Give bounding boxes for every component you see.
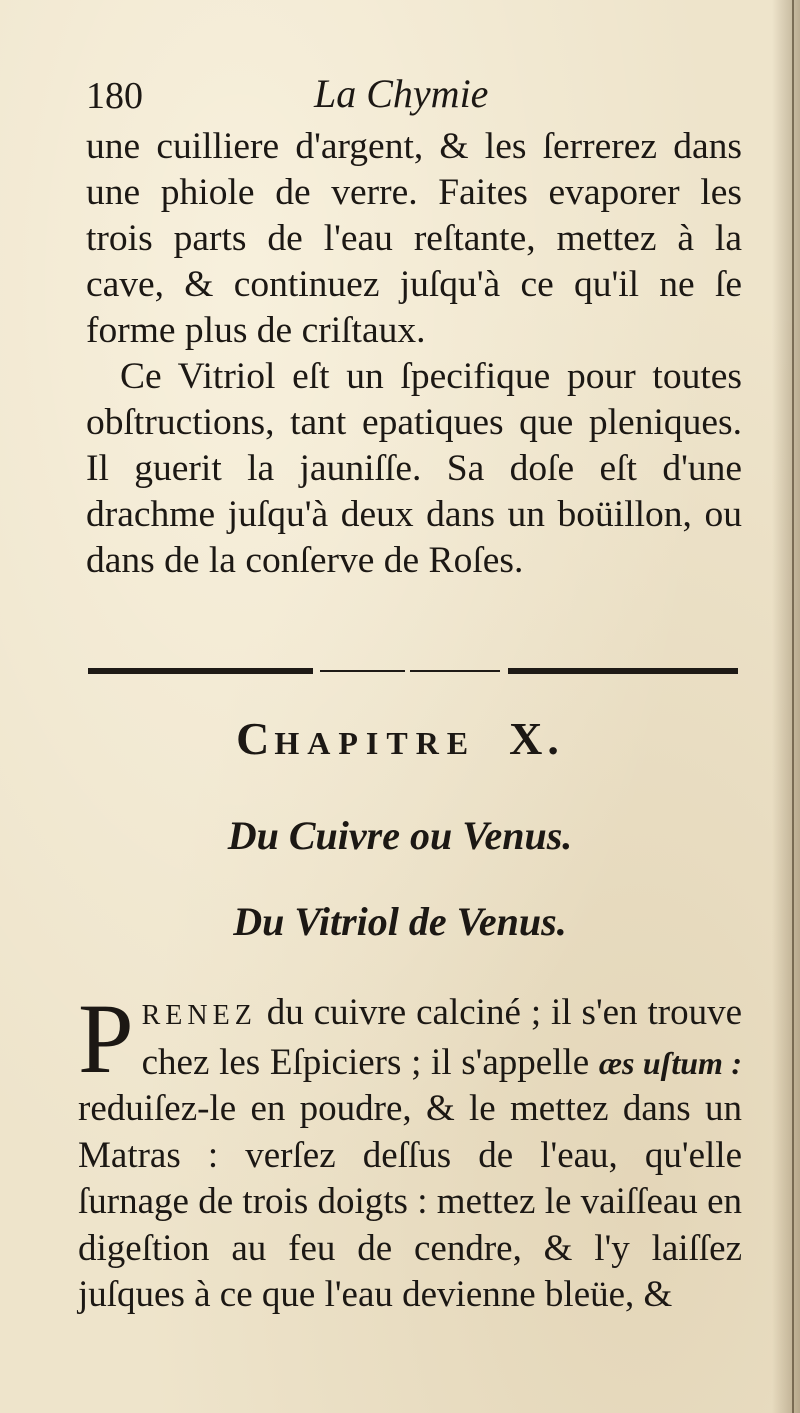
chapter-heading (0, 712, 800, 765)
first-word: RENEZ (141, 1000, 257, 1031)
chapter-initial: C (236, 713, 275, 764)
rule-segment (410, 670, 500, 672)
running-title: La Chymie (314, 71, 489, 116)
chapter-number: X. (509, 713, 564, 764)
drop-cap: P (78, 983, 134, 1094)
body-text-2: reduiſez-le en poudre, & le mettez dans un Matras : verſez deſſus de l'eau, qu'elle ſurnage de trois doigts : mettez le vaiſſeau en digeſtion au feu de cendre, & l'y laiſſez juſques à ce que l'eau devienne bleüe, & (78, 1088, 742, 1315)
paragraph-vitriol: Ce Vitriol eſt un ſpecifique pour toutes obſtructions, tant epatiques que pleniques. Il guerit la jauniſſe. Sa doſe eſt d'une drachme juſqu'à deux dans un boüillon, ou dans de la conſerve de Roſes. (86, 356, 742, 581)
chapter-subtitle-vitriol: Du Vitriol de Venus. (233, 899, 567, 944)
rule-segment (88, 668, 313, 674)
chapter-body (78, 983, 743, 1319)
running-head (86, 70, 746, 120)
page-edge-line (792, 0, 794, 1413)
page-edge-shadow (772, 0, 800, 1413)
rule-segment (508, 668, 738, 674)
chapter-subtitle-copper: Du Cuivre ou Venus. (227, 813, 573, 858)
chapter-word: HAPITRE (274, 725, 477, 761)
paragraph-continued: une cuilliere d'argent, & les ſerrerez dans une phiole de verre. Faites evaporer les trois parts de l'eau reſtante, mettez à la cave, & continuez juſqu'à ce qu'il ne ſe forme plus de criſtaux. (86, 126, 742, 351)
chapter-paragraph (78, 983, 743, 1319)
page-number: 180 (86, 75, 143, 117)
section-rule (88, 668, 738, 678)
rule-segment (320, 670, 405, 672)
latin-term: æs uſtum : (598, 1044, 743, 1081)
body-text-1: du cuivre calciné ; il s'en trouve chez les Eſpiciers ; il s'appelle (141, 992, 742, 1083)
text-block-top (86, 124, 742, 584)
